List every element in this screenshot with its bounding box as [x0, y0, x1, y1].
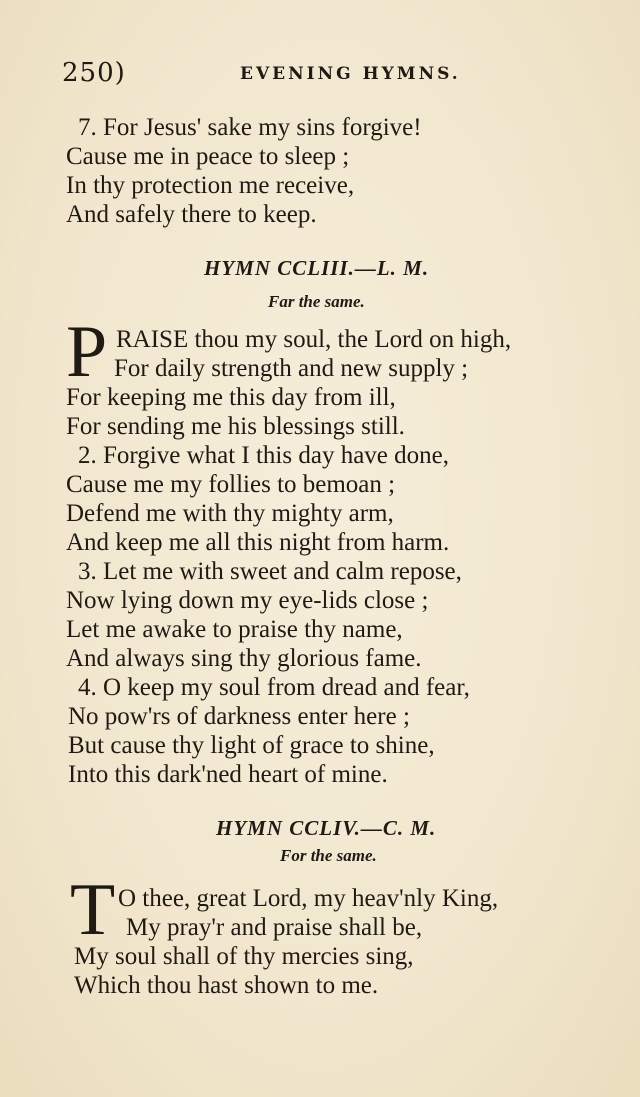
page-header [62, 58, 482, 90]
hymn-line: Let me awake to praise thy name, [66, 616, 403, 643]
hymn-line: And keep me all this night from harm. [66, 529, 450, 556]
hymn-line: My soul shall of thy mercies sing, [74, 943, 414, 970]
hymn-line: Which thou hast shown to me. [74, 972, 379, 999]
hymn-title: HYMN CCLIII.—L. M. [204, 256, 430, 280]
drop-cap: T [70, 869, 116, 951]
hymn-line: 2. Forgive what I this day have done, [78, 442, 449, 469]
hymn-subtitle: For the same. [280, 846, 377, 865]
hymn-line: Cause me my follies to bemoan ; [66, 471, 396, 498]
hymn-line: For sending me his blessings still. [66, 413, 405, 440]
stanza-line: 7. For Jesus' sake my sins forgive! [78, 114, 422, 141]
hymn-line: Into this dark'ned heart of mine. [68, 761, 388, 788]
stanza-line: Cause me in peace to sleep ; [66, 143, 350, 170]
hymn-line: Defend me with thy mighty arm, [66, 500, 394, 527]
hymn-line: O thee, great Lord, my heav'nly King, [118, 885, 499, 912]
drop-cap: P [66, 311, 108, 393]
hymn-line: And always sing thy glorious fame. [66, 645, 422, 672]
hymn-line: RAISE thou my soul, the Lord on high, [116, 326, 512, 353]
hymn-line: Now lying down my eye-lids close ; [66, 587, 429, 614]
hymn-line: For keeping me this day from ill, [66, 384, 396, 411]
stanza-line: In thy protection me receive, [66, 172, 355, 199]
stanza-line: And safely there to keep. [66, 201, 317, 228]
running-head: EVENING HYMNS. [240, 64, 461, 84]
hymn-line: My pray'r and praise shall be, [126, 914, 423, 941]
hymn-line: 3. Let me with sweet and calm repose, [78, 558, 462, 585]
hymn-line: But cause thy light of grace to shine, [68, 732, 435, 759]
page-number: 250) [62, 58, 126, 88]
hymn-line: 4. O keep my soul from dread and fear, [78, 674, 470, 701]
hymn-title: HYMN CCLIV.—C. M. [216, 816, 437, 840]
hymn-subtitle: Far the same. [268, 292, 365, 311]
hymn-line: No pow'rs of darkness enter here ; [68, 703, 410, 730]
hymn-line: For daily strength and new supply ; [114, 355, 469, 382]
